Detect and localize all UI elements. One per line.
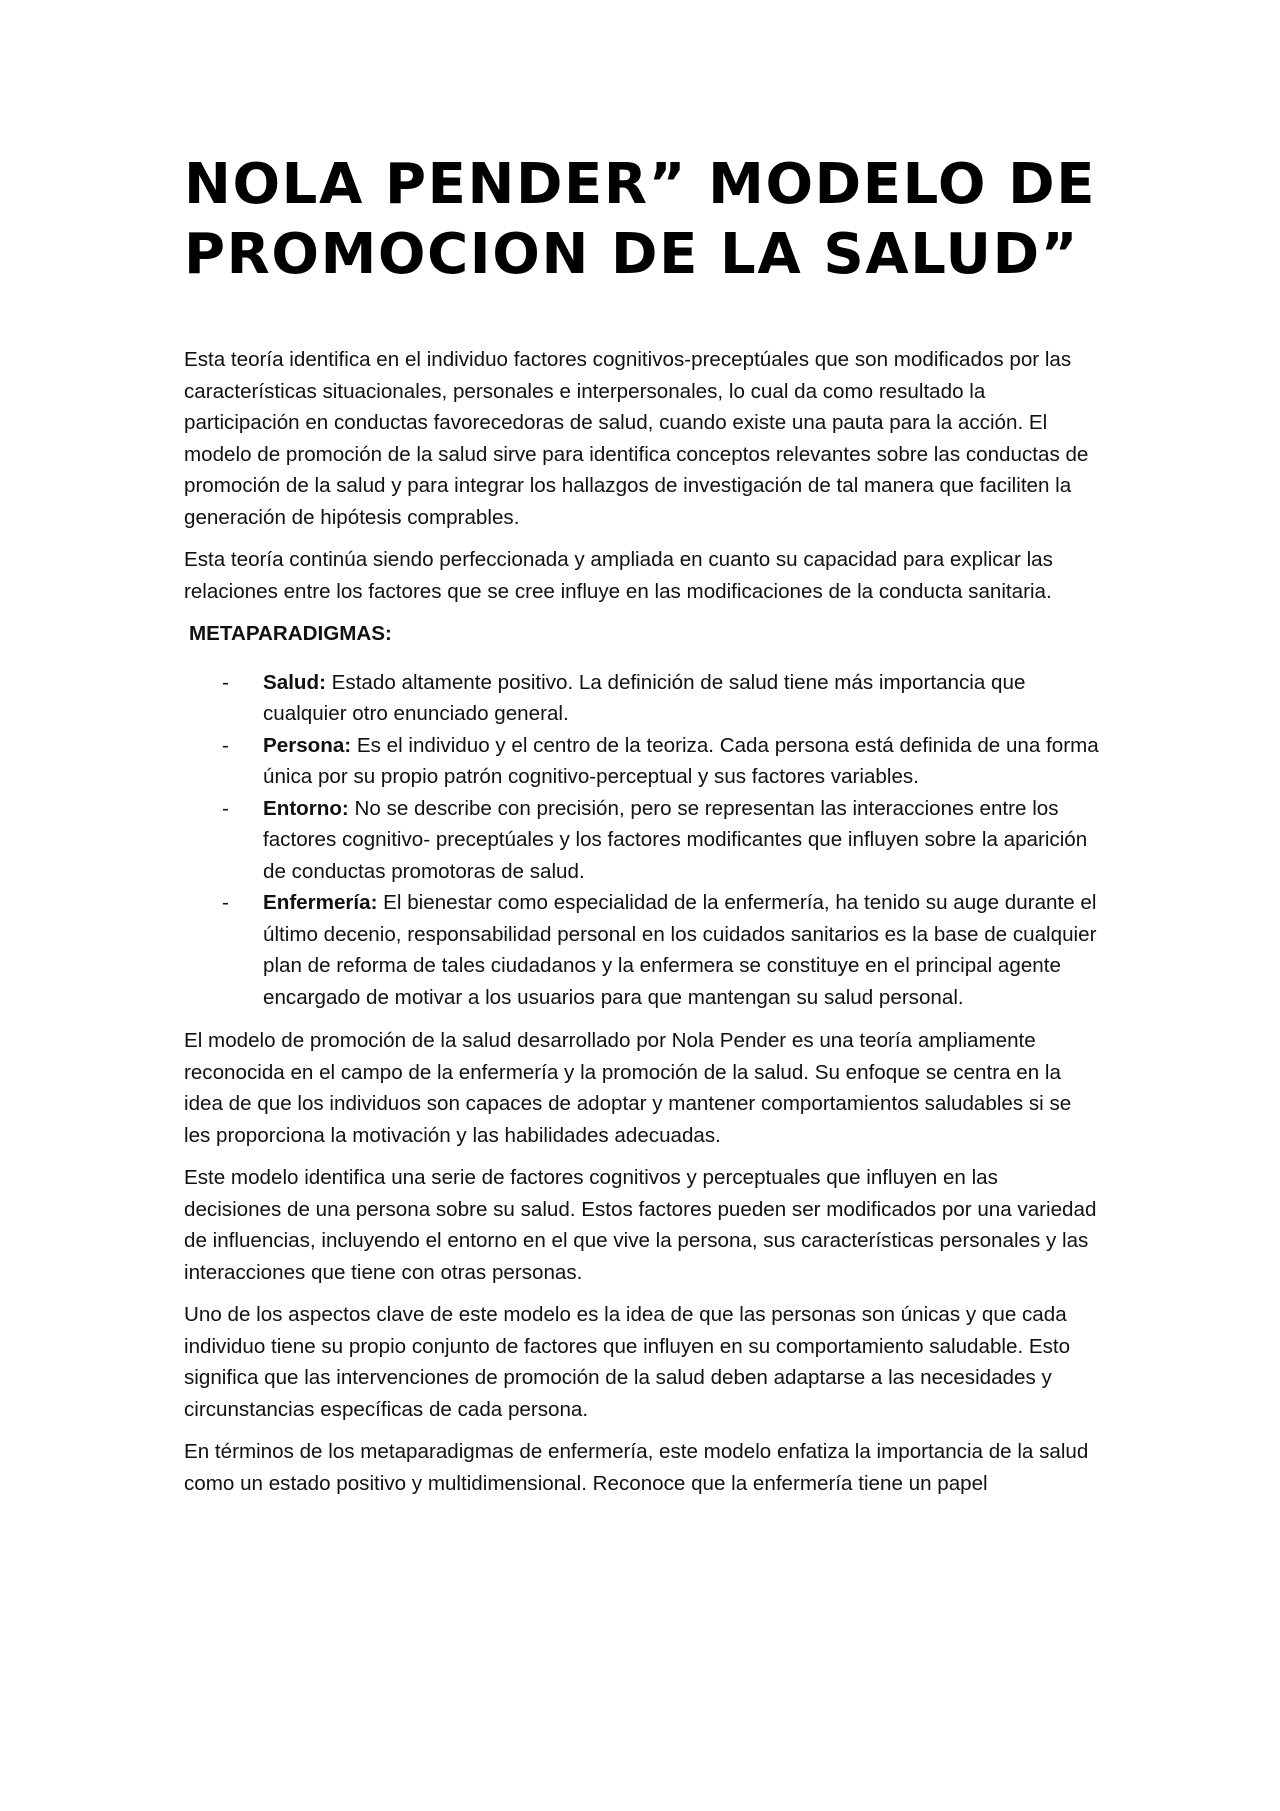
- bullet-dash: -: [222, 891, 229, 914]
- body-paragraph-2: Este modelo identifica una serie de factores cognitivos y perceptuales que influyen en las decisiones de una persona sobre su salud. Estos factores pueden ser modificados por una variedad de influencias, incluyendo el entorno en el que vive la persona, sus características personales y las interacciones que tiene con otras personas.: [184, 1166, 1097, 1284]
- intro-paragraph-2: Esta teoría continúa siendo perfeccionada y ampliada en cuanto su capacidad para explicar las relaciones entre los factores que se cree influye en las modificaciones de la conducta sanitaria.: [184, 548, 1053, 603]
- term-salud: Salud:: [263, 670, 326, 694]
- metaparadigm-heading: METAPARADIGMAS:: [189, 622, 392, 645]
- intro-paragraph-1: Esta teoría identifica en el individuo factores cognitivos-preceptúales que son modificados por las características situacionales, personales e interpersonales, lo cual da como resultado la participación en conductas favorecedoras de salud, cuando existe una pauta para la acción. El modelo de promoción de la salud sirve para identifica conceptos relevantes sobre las conductas de promoción de la salud y para integrar los hallazgos de investigación de tal manera que faciliten la generación de hipótesis comprables.: [184, 348, 1089, 529]
- list-item-salud: [184, 667, 1100, 730]
- body-paragraph-3: Uno de los aspectos clave de este modelo es la idea de que las personas son únicas y que cada individuo tiene su propio conjunto de factores que influyen en su comportamiento saludable. Esto significa que las intervenciones de promoción de la salud deben adaptarse a las necesidades y circunstancias específicas de cada persona.: [184, 1303, 1071, 1421]
- definition-entorno: No se describe con precisión, pero se representan las interacciones entre los factores cognitivo- preceptúales y los factores modificantes que influyen sobre la aparición de conductas promotoras de salud.: [263, 796, 1088, 883]
- term-persona: Persona:: [263, 733, 352, 757]
- metaparadigm-list: [184, 667, 1100, 1014]
- definition-persona: Es el individuo y el centro de la teoriza. Cada persona está definida de una forma única por su propio patrón cognitivo-perceptual y sus factores variables.: [263, 733, 1099, 788]
- definition-salud: Estado altamente positivo. La definición de salud tiene más importancia que cualquier otro enunciado general.: [263, 670, 1026, 725]
- list-item-entorno: [184, 793, 1100, 888]
- list-item-enfermeria: [184, 887, 1100, 1013]
- definition-enfermeria: El bienestar como especialidad de la enfermería, ha tenido su auge durante el último decenio, responsabilidad personal en los cuidados sanitarios es la base de cualquier plan de reforma de tales ciudadanos y la enfermera se constituye en el principal agente encargado de motivar a los usuarios para que mantengan su salud personal.: [263, 891, 1097, 1009]
- bullet-dash: -: [222, 670, 229, 694]
- term-enfermeria: Enfermería:: [263, 891, 378, 914]
- list-item-persona: [184, 730, 1100, 793]
- document-title: NOLA PENDER” MODELO DE PROMOCION DE LA SALUD”: [184, 152, 1097, 287]
- document-page: [184, 150, 1100, 1510]
- body-paragraph-1: El modelo de promoción de la salud desarrollado por Nola Pender es una teoría ampliamente reconocida en el campo de la enfermería y la promoción de la salud. Su enfoque se centra en la idea de que los individuos son capaces de adoptar y mantener comportamientos saludables si se les proporciona la motivación y las habilidades adecuadas.: [184, 1029, 1072, 1147]
- bullet-dash: -: [222, 796, 229, 820]
- term-entorno: Entorno:: [263, 796, 349, 820]
- bullet-dash: -: [222, 733, 229, 757]
- body-paragraph-4: En términos de los metaparadigmas de enfermería, este modelo enfatiza la importancia de la salud como un estado positivo y multidimensional. Reconoce que la enfermería tiene un papel: [184, 1440, 1089, 1495]
